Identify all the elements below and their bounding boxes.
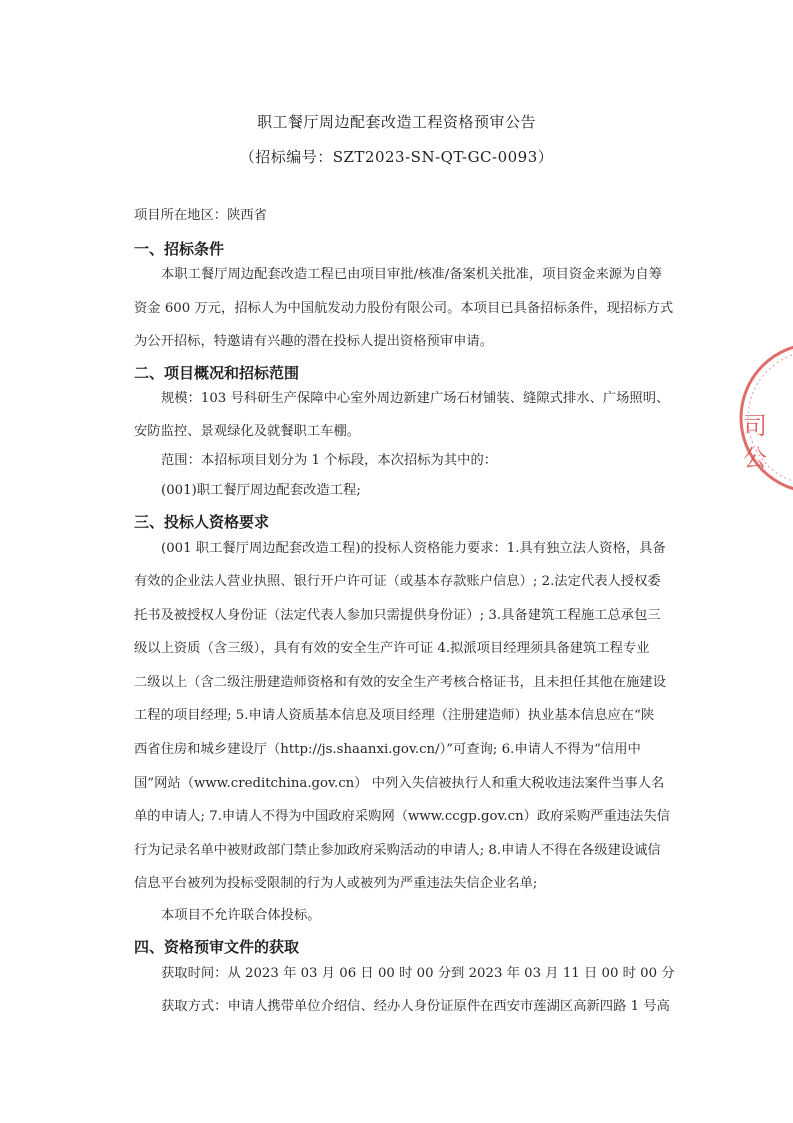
document-subtitle: （招标编号：SZT2023-SN-QT-GC-0093） [239,148,554,166]
paragraph-line: 行为记录名单中被财政部门禁止参加政府采购活动的申请人; 8.申请人不得在各级建设诚信 [134,843,661,858]
seal-glyph-2: 公 [743,444,767,472]
paragraph-line: 获取时间：从 2023 年 03 月 06 日 00 时 00 分到 2023 年 03 月 11 日 00 时 00 分 [161,966,675,981]
section-heading-bidding-conditions: 一、招标条件 [134,240,225,258]
paragraph-line: 有效的企业法人营业执照、银行开户许可证（或基本存款账户信息）; 2.法定代表人授权委 [134,574,661,589]
paragraph-line: 获取方式：申请人携带单位介绍信、经办人身份证原件在西安市莲湖区高新四路 1 号高 [161,999,670,1014]
paragraph-line: 托书及被授权人身份证（法定代表人参加只需提供身份证）; 3.具备建筑工程施工总承包三 [134,608,661,623]
paragraph-line: 西省住房和城乡建设厅（http://js.shaanxi.gov.cn/）”可查询; 6.申请人不得为“信用中 [134,742,641,757]
paragraph-line: 本职工餐厅周边配套改造工程已由项目审批/核准/备案机关批准，项目资金来源为自筹 [161,267,662,282]
section-heading-prequalification-documents: 四、资格预审文件的获取 [134,938,300,956]
paragraph-line: 范围：本招标项目划分为 1 个标段，本次招标为其中的： [161,453,498,468]
paragraph-line: 本项目不允许联合体投标。 [161,908,321,923]
section-heading-bidder-qualification: 三、投标人资格要求 [134,513,270,531]
project-region-line: 项目所在地区：陕西省 [134,208,267,223]
paragraph-line: 二级以上（含二级注册建造师资格和有效的安全生产考核合格证书，且未担任其他在施建设 [134,675,666,690]
paragraph-line: 级以上资质（含三级），具有有效的安全生产许可证 4.拟派项目经理须具备建筑工程专业 [134,641,650,656]
seal-glyph-1: 司 [743,412,767,440]
section-heading-project-overview: 二、项目概况和招标范围 [134,364,300,382]
paragraph-line: 规模：103 号科研生产保障中心室外周边新建广场石材铺装、缝隙式排水、广场照明、 [161,391,670,406]
paragraph-line: 单的申请人; 7.申请人不得为中国政府采购网（www.ccgp.gov.cn）政府采购严重违法失信 [134,809,670,824]
paragraph-line: 信息平台被列为投标受限制的行为人或被列为严重违法失信企业名单; [134,876,538,891]
paragraph-line: 为公开招标，特邀请有兴趣的潜在投标人提出资格预审申请。 [134,334,494,349]
paragraph-line: 工程的项目经理; 5.申请人资质基本信息及项目经理（注册建造师）执业基本信息应在“陕 [134,708,655,723]
paragraph-line: 资金 600 万元，招标人为中国航发动力股份有限公司。本项目已具备招标条件，现招标方式 [134,301,674,316]
paragraph-line: 国”网站（www.creditchina.gov.cn） 中列入失信被执行人和重大税收违法案件当事人名 [134,776,665,791]
paragraph-line: 安防监控、景观绿化及就餐职工车棚。 [134,424,361,439]
company-seal-stamp [735,338,793,498]
paragraph-line: (001 职工餐厅周边配套改造工程)的投标人资格能力要求：1.具有独立法人资格，具备 [161,541,666,556]
paragraph-line: (001)职工餐厅周边配套改造工程; [161,483,361,498]
document-title: 职工餐厅周边配套改造工程资格预审公告 [256,113,536,131]
